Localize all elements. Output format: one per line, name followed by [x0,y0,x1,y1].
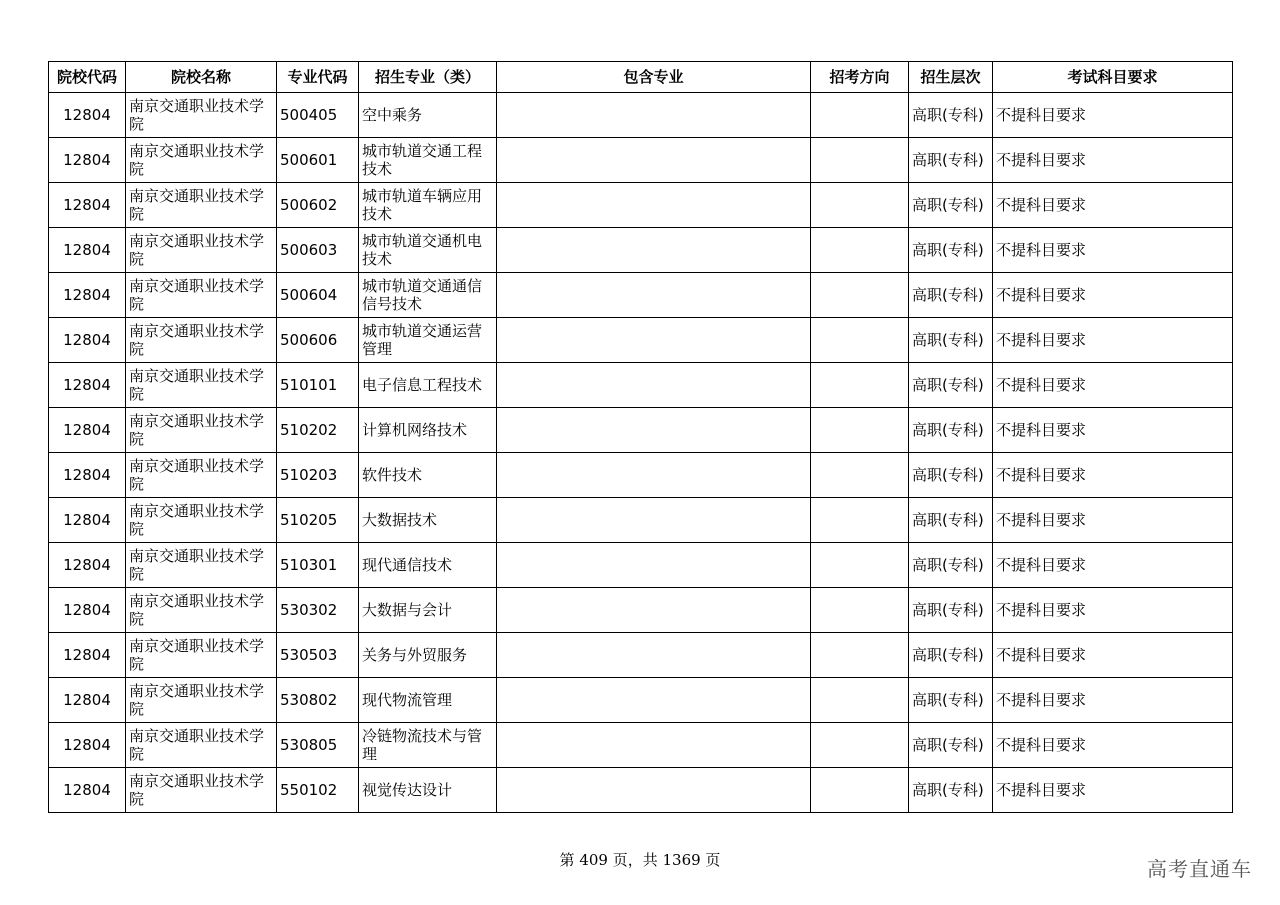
cell-included-majors [497,723,811,768]
cell-included-majors [497,768,811,813]
cell-direction [811,723,909,768]
cell-major-code: 510101 [277,363,359,408]
cell-exam-requirement: 不提科目要求 [993,138,1233,183]
cell-school-code: 12804 [49,93,126,138]
cell-major-code: 500601 [277,138,359,183]
cell-major-code: 500405 [277,93,359,138]
cell-exam-requirement: 不提科目要求 [993,183,1233,228]
cell-school-code: 12804 [49,453,126,498]
cell-direction [811,228,909,273]
cell-major-code: 530302 [277,588,359,633]
cell-direction [811,453,909,498]
cell-school-name: 南京交通职业技术学院 [126,273,277,318]
table-row [49,453,1233,498]
cell-school-name: 南京交通职业技术学院 [126,183,277,228]
cell-major: 现代通信技术 [359,543,497,588]
cell-exam-requirement: 不提科目要求 [993,228,1233,273]
table-row [49,273,1233,318]
cell-major-code: 510301 [277,543,359,588]
cell-exam-requirement: 不提科目要求 [993,363,1233,408]
table-row [49,183,1233,228]
cell-school-name: 南京交通职业技术学院 [126,363,277,408]
cell-school-name: 南京交通职业技术学院 [126,408,277,453]
cell-direction [811,633,909,678]
cell-level: 高职(专科) [909,408,993,453]
cell-exam-requirement: 不提科目要求 [993,543,1233,588]
cell-direction [811,273,909,318]
cell-school-name: 南京交通职业技术学院 [126,588,277,633]
cell-included-majors [497,138,811,183]
cell-major-code: 550102 [277,768,359,813]
cell-school-name: 南京交通职业技术学院 [126,318,277,363]
cell-school-name: 南京交通职业技术学院 [126,228,277,273]
cell-direction [811,138,909,183]
header-direction: 招考方向 [811,62,909,93]
cell-school-name: 南京交通职业技术学院 [126,453,277,498]
cell-exam-requirement: 不提科目要求 [993,768,1233,813]
cell-major-code: 510205 [277,498,359,543]
table-body [49,93,1233,813]
cell-major: 视觉传达设计 [359,768,497,813]
page-number: 第 409 页，共 1369 页 [559,851,721,869]
cell-direction [811,318,909,363]
cell-school-code: 12804 [49,588,126,633]
cell-included-majors [497,453,811,498]
cell-school-code: 12804 [49,768,126,813]
cell-major: 电子信息工程技术 [359,363,497,408]
cell-major-code: 500606 [277,318,359,363]
cell-major-code: 510203 [277,453,359,498]
cell-major: 现代物流管理 [359,678,497,723]
cell-major: 城市轨道车辆应用技术 [359,183,497,228]
cell-level: 高职(专科) [909,273,993,318]
cell-school-code: 12804 [49,138,126,183]
table-row [49,498,1233,543]
cell-major: 城市轨道交通运营管理 [359,318,497,363]
cell-direction [811,543,909,588]
cell-included-majors [497,633,811,678]
cell-school-code: 12804 [49,363,126,408]
cell-direction [811,678,909,723]
cell-school-name: 南京交通职业技术学院 [126,633,277,678]
cell-major: 大数据与会计 [359,588,497,633]
table-row [49,723,1233,768]
cell-major-code: 530802 [277,678,359,723]
cell-major-code: 510202 [277,408,359,453]
table-row [49,633,1233,678]
cell-major: 城市轨道交通通信信号技术 [359,273,497,318]
cell-direction [811,768,909,813]
cell-school-code: 12804 [49,228,126,273]
cell-level: 高职(专科) [909,768,993,813]
header-exam-requirement: 考试科目要求 [993,62,1233,93]
header-major: 招生专业（类） [359,62,497,93]
cell-school-name: 南京交通职业技术学院 [126,498,277,543]
cell-direction [811,183,909,228]
cell-level: 高职(专科) [909,138,993,183]
cell-level: 高职(专科) [909,678,993,723]
cell-direction [811,363,909,408]
cell-direction [811,498,909,543]
cell-exam-requirement: 不提科目要求 [993,678,1233,723]
watermark-text: 高考直通车 [1147,857,1252,881]
cell-school-name: 南京交通职业技术学院 [126,768,277,813]
cell-school-code: 12804 [49,183,126,228]
cell-included-majors [497,318,811,363]
cell-school-code: 12804 [49,678,126,723]
cell-exam-requirement: 不提科目要求 [993,498,1233,543]
cell-exam-requirement: 不提科目要求 [993,588,1233,633]
cell-included-majors [497,543,811,588]
cell-school-name: 南京交通职业技术学院 [126,723,277,768]
cell-school-code: 12804 [49,633,126,678]
cell-exam-requirement: 不提科目要求 [993,93,1233,138]
header-included-majors: 包含专业 [497,62,811,93]
table-row [49,318,1233,363]
cell-major: 大数据技术 [359,498,497,543]
cell-major: 城市轨道交通工程技术 [359,138,497,183]
cell-exam-requirement: 不提科目要求 [993,723,1233,768]
admissions-table [48,61,1233,813]
cell-direction [811,588,909,633]
cell-major: 冷链物流技术与管理 [359,723,497,768]
cell-major-code: 530805 [277,723,359,768]
table-row [49,228,1233,273]
cell-major: 城市轨道交通机电技术 [359,228,497,273]
cell-included-majors [497,408,811,453]
cell-included-majors [497,588,811,633]
cell-major-code: 500602 [277,183,359,228]
cell-included-majors [497,678,811,723]
table-row [49,543,1233,588]
cell-included-majors [497,93,811,138]
header-school-code: 院校代码 [49,62,126,93]
table-row [49,138,1233,183]
cell-direction [811,93,909,138]
cell-school-name: 南京交通职业技术学院 [126,138,277,183]
cell-level: 高职(专科) [909,543,993,588]
cell-included-majors [497,363,811,408]
cell-direction [811,408,909,453]
cell-major: 关务与外贸服务 [359,633,497,678]
header-major-code: 专业代码 [277,62,359,93]
table-header [49,62,1233,93]
cell-level: 高职(专科) [909,318,993,363]
cell-included-majors [497,498,811,543]
table-row [49,93,1233,138]
header-school-name: 院校名称 [126,62,277,93]
cell-school-code: 12804 [49,408,126,453]
table-row [49,408,1233,453]
cell-major-code: 500604 [277,273,359,318]
table-row [49,678,1233,723]
cell-level: 高职(专科) [909,93,993,138]
cell-exam-requirement: 不提科目要求 [993,318,1233,363]
cell-level: 高职(专科) [909,588,993,633]
cell-major-code: 530503 [277,633,359,678]
header-level: 招生层次 [909,62,993,93]
table-row [49,363,1233,408]
cell-level: 高职(专科) [909,363,993,408]
cell-level: 高职(专科) [909,183,993,228]
cell-level: 高职(专科) [909,453,993,498]
cell-exam-requirement: 不提科目要求 [993,453,1233,498]
table-row [49,768,1233,813]
cell-level: 高职(专科) [909,228,993,273]
cell-school-code: 12804 [49,543,126,588]
table-row [49,588,1233,633]
cell-school-code: 12804 [49,318,126,363]
header-row [49,62,1233,93]
cell-exam-requirement: 不提科目要求 [993,633,1233,678]
cell-school-code: 12804 [49,498,126,543]
cell-level: 高职(专科) [909,633,993,678]
cell-school-code: 12804 [49,723,126,768]
cell-school-name: 南京交通职业技术学院 [126,543,277,588]
cell-school-name: 南京交通职业技术学院 [126,93,277,138]
cell-included-majors [497,273,811,318]
cell-exam-requirement: 不提科目要求 [993,273,1233,318]
cell-exam-requirement: 不提科目要求 [993,408,1233,453]
cell-major: 空中乘务 [359,93,497,138]
cell-school-code: 12804 [49,273,126,318]
cell-major: 软件技术 [359,453,497,498]
cell-level: 高职(专科) [909,723,993,768]
cell-level: 高职(专科) [909,498,993,543]
cell-school-name: 南京交通职业技术学院 [126,678,277,723]
cell-included-majors [497,183,811,228]
cell-major-code: 500603 [277,228,359,273]
cell-major: 计算机网络技术 [359,408,497,453]
cell-included-majors [497,228,811,273]
